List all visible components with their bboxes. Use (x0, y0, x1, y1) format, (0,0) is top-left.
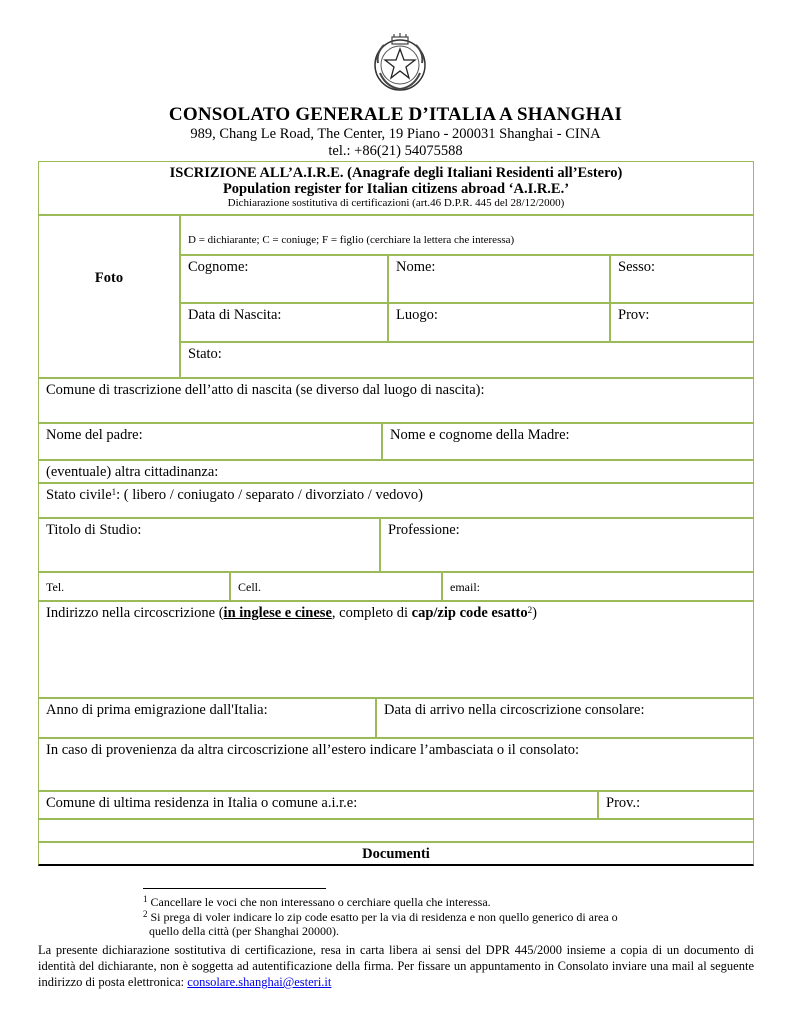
state-label: Stato: (188, 346, 222, 362)
form-declaration-note: Dichiarazione sostitutiva di certificazioni (art.46 D.P.R. 445 del 28/12/2000) (227, 197, 565, 209)
declaration-paragraph (38, 942, 754, 990)
form-title-block (38, 161, 754, 215)
province-label: Prov: (618, 307, 650, 323)
previous-consulate-field[interactable] (38, 738, 754, 791)
photo-label: Foto (94, 270, 124, 286)
mobile-field[interactable] (230, 572, 442, 601)
profession-field[interactable] (380, 518, 754, 572)
education-field[interactable] (38, 518, 380, 572)
address-label-zip: cap/zip code esatto (411, 605, 528, 621)
birthdate-label: Data di Nascita: (188, 307, 282, 323)
footnote-ref-2: 2 (527, 605, 533, 615)
mobile-label: Cell. (238, 580, 261, 594)
mother-name-field[interactable] (382, 423, 754, 460)
last-residence-province-label: Prov.: (606, 795, 641, 811)
address-label-mid: , completo di (331, 605, 412, 621)
consulate-address: 989, Chang Le Road, The Center, 19 Piano - 200031 Shanghai - CINA (190, 126, 601, 142)
state-field[interactable] (180, 342, 754, 378)
emigration-year-field[interactable] (38, 698, 376, 738)
legend-text: D = dichiarante; C = coniuge; F = figlio (cerchiare la lettera che interessa) (188, 234, 515, 246)
transcription-municipality-label: Comune di trascrizione dell’atto di nascita (se diverso dal luogo di nascita): (46, 382, 485, 398)
footnote-1 (143, 895, 491, 909)
name-field[interactable] (388, 255, 610, 303)
address-label-language: in inglese e cinese (223, 605, 332, 621)
footnote-1-text: Cancellare le voci che non interessano o cerchiare quella che interessa. (147, 895, 491, 909)
footnote-1-number: 1 (143, 894, 148, 904)
footnote-2-number: 2 (143, 909, 148, 919)
sex-field[interactable] (610, 255, 754, 303)
form-subtitle: Population register for Italian citizens abroad ‘A.I.R.E.’ (222, 181, 570, 197)
transcription-municipality-field[interactable] (38, 378, 754, 423)
email-field[interactable] (442, 572, 754, 601)
footnote-ref-1: 1 (111, 487, 117, 497)
declaration-text: La presente dichiarazione sostitutiva di certificazione, resa in carta libera ai sensi del DPR 445/2000 insieme a copia di un documento di identità del dichiarante, non è soggetta ad autentificazione della firma. Per fissare un appuntamento in Consolato inviare una mail al seguente indirizzo di posta elettronica: (38, 943, 754, 989)
father-name-label: Nome del padre: (46, 427, 143, 443)
name-label: Nome: (396, 259, 436, 275)
email-label: email: (450, 580, 480, 594)
emigration-year-label: Anno di prima emigrazione dall'Italia: (46, 702, 268, 718)
other-citizenship-label: (eventuale) altra cittadinanza: (46, 464, 219, 480)
marital-status-field[interactable] (38, 483, 754, 518)
last-residence-province-field[interactable] (598, 791, 754, 819)
province-field[interactable] (610, 303, 754, 342)
consulate-title: CONSOLATO GENERALE D’ITALIA A SHANGHAI (168, 104, 623, 125)
empty-row (38, 819, 754, 842)
other-citizenship-field[interactable] (38, 460, 754, 483)
consulate-phone: tel.: +86(21) 54075588 (328, 143, 463, 159)
form-title: ISCRIZIONE ALL’A.I.R.E. (Anagrafe degli Italiani Residenti all’Estero) (169, 165, 623, 181)
footnote-separator (143, 888, 326, 889)
documents-label: Documenti (362, 846, 430, 862)
consulate-email-link[interactable]: consolare.shanghai@esteri.it (187, 975, 332, 989)
mother-name-label: Nome e cognome della Madre: (390, 427, 570, 443)
documents-header (38, 842, 754, 866)
arrival-date-label: Data di arrivo nella circoscrizione consolare: (384, 702, 645, 718)
address-label-pre: Indirizzo nella circoscrizione ( (46, 605, 224, 621)
phone-label: Tel. (46, 580, 65, 594)
marital-status-label: Stato civile (46, 487, 112, 503)
address-field[interactable] (38, 601, 754, 698)
birthdate-field[interactable] (180, 303, 388, 342)
previous-consulate-label: In caso di provenienza da altra circoscrizione all’estero indicare l’ambasciata o il consolato: (46, 742, 580, 758)
footnote-2-text-cont: quello della città (per Shanghai 20000). (149, 924, 339, 938)
surname-label: Cognome: (188, 259, 249, 275)
birthplace-field[interactable] (388, 303, 610, 342)
marital-status-options: : ( libero / coniugato / separato / divorziato / vedovo) (116, 487, 423, 503)
address-label-post: ) (532, 605, 537, 621)
sex-label: Sesso: (618, 259, 656, 275)
aire-form (38, 161, 754, 866)
education-label: Titolo di Studio: (46, 522, 142, 538)
profession-label: Professione: (388, 522, 460, 538)
last-residence-label: Comune di ultima residenza in Italia o comune a.i.r.e: (46, 795, 358, 811)
footnote-2-text: Si prega di voler indicare lo zip code esatto per la via di residenza e non quello generico di area o (147, 910, 618, 924)
photo-box (38, 215, 180, 378)
birthplace-label: Luogo: (396, 307, 438, 323)
italian-republic-emblem-icon (372, 33, 428, 95)
arrival-date-field[interactable] (376, 698, 754, 738)
father-name-field[interactable] (38, 423, 382, 460)
legend-row (180, 215, 754, 255)
footnote-2 (143, 910, 703, 938)
surname-field[interactable] (180, 255, 388, 303)
last-residence-field[interactable] (38, 791, 598, 819)
phone-field[interactable] (38, 572, 230, 601)
